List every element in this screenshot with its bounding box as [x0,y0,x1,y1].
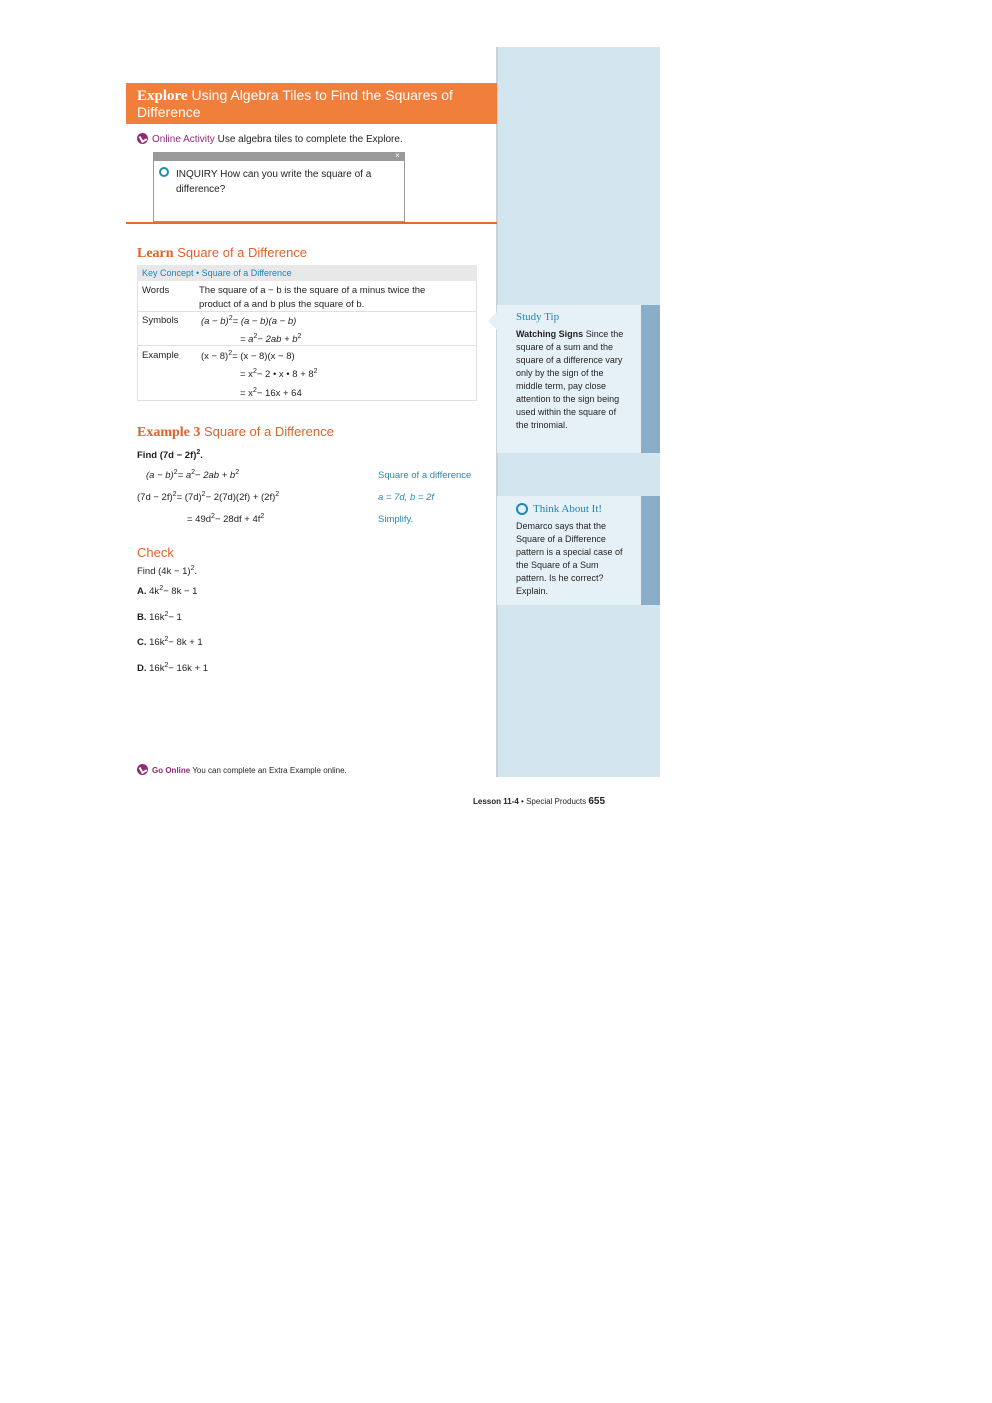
key-concept-header: Key Concept • Square of a Difference [137,265,477,281]
math-term: − 2 • x • 8 + 8 [256,369,314,380]
example-line [201,350,295,362]
choice-text: 16k [149,612,165,623]
go-online-line[interactable] [137,764,347,775]
think-about-it-title: Think About It! [533,503,603,515]
exponent: 2 [159,585,164,592]
exponent: 2 [228,315,233,322]
exponent: 2 [196,449,201,456]
example3-heading [137,424,334,441]
exponent: 2 [228,350,233,357]
choice-text: − 16k + 1 [168,663,208,674]
math-term: (a − b) [146,470,174,481]
explore-banner [126,83,497,124]
footer-section: Special Products [526,797,587,806]
math-term: − 2ab + b [257,334,298,345]
answer-choice-a[interactable] [137,585,197,597]
footer-lesson: Lesson 11-4 [473,797,519,806]
learn-label: Learn [137,246,174,261]
answer-choice-b[interactable] [137,611,182,623]
exponent: 2 [313,368,318,375]
study-tip-stripe [641,305,660,453]
math-term: = x [240,369,253,380]
exponent: 2 [191,469,196,476]
inquiry-titlebar [153,152,405,161]
math-term: − 2(7d)(2f) + (2f) [205,492,276,503]
prompt-text: Find (4k − 1) [137,566,191,577]
page-footer [473,796,605,807]
choice-text: 16k [149,663,165,674]
study-tip-bold: Watching Signs [516,329,584,339]
math-term: − 16x + 64 [256,388,302,399]
words-text [199,284,469,312]
choice-text: − 1 [168,612,182,623]
example-line [240,387,302,399]
study-tip-pointer [488,312,497,330]
online-activity-text: Use algebra tiles to complete the Explore. [217,134,403,145]
math-term: = 49d [187,514,212,525]
choice-letter: D. [137,663,147,674]
exponent: 2 [172,491,177,498]
online-activity-line[interactable] [137,133,403,145]
words-line: The square of a − b is the square of a minus twice the [199,285,426,296]
example-label: Example [142,350,179,361]
words-label: Words [142,285,170,296]
note-text: a = 7d, b = 2f [378,492,434,503]
check-prompt: Find $(4k - 1)^2$. [137,565,198,577]
example-line [240,368,318,380]
exponent: 2 [211,513,215,520]
exponent: 2 [252,387,257,394]
exponent: 2 [190,565,195,572]
exponent: 2 [235,469,240,476]
symbols-label: Symbols [142,315,179,326]
inquiry-label: INQUIRY [176,169,218,180]
example3-note [378,492,434,503]
go-online-text: You can complete an Extra Example online. [192,766,347,775]
example3-prompt: Find $(7d - 2f)^2$. [137,449,203,461]
math-term: (7d − 2f) [137,492,173,503]
answer-choice-d[interactable] [137,662,208,674]
exponent: 2 [164,611,169,618]
exponent: 2 [253,333,258,340]
example3-row [187,513,264,525]
online-activity-icon [137,133,148,144]
math-term: = a [177,470,192,481]
math-term: = (a − b)(a − b) [232,316,297,327]
example3-note: Square of a difference [378,470,472,481]
answer-choice-c[interactable] [137,636,203,648]
math-term: (a − b) [201,316,229,327]
close-icon[interactable]: × [395,151,400,160]
explore-label: Explore [137,88,188,104]
example3-row [137,491,279,503]
online-activity-label[interactable]: Online Activity [152,134,215,145]
exponent: 2 [164,636,169,643]
thought-bubble-icon [516,503,528,515]
example3-label: Example 3 [137,425,201,440]
choice-letter: B. [137,612,147,623]
math-term: = x [240,388,253,399]
math-term: = (7d) [176,492,202,503]
words-line: product of a and b plus the square of b. [199,299,365,310]
learn-title: Square of a Difference [177,245,308,260]
choice-text: − 8k + 1 [168,637,203,648]
inquiry-icon [159,167,169,177]
explore-divider [126,222,497,224]
math-term: = (x − 8)(x − 8) [232,351,295,362]
math-term: (x − 8) [201,351,229,362]
example3-row [146,469,239,481]
symbols-line [201,315,296,327]
symbols-line [240,333,301,345]
math-term: − 2ab + b [195,470,236,481]
choice-letter: C. [137,637,147,648]
choice-text: 16k [149,637,165,648]
footer-separator: • [521,797,524,806]
exponent: 2 [275,491,280,498]
example3-note: Simplify. [378,514,414,525]
study-tip-title: Study Tip [516,311,560,323]
explore-title: Using Algebra Tiles to Find the Squares of Difference [137,87,453,120]
table-divider [137,345,477,346]
go-online-icon [137,764,148,775]
exponent: 2 [201,491,206,498]
study-tip-body: Since the square of a sum and the square of a difference vary only by the sign of the middle term, pay close attention to the sign being used within the square of the trinomial. [516,329,624,430]
think-about-it-text: Demarco says that the Square of a Difference pattern is a special case of the Square of a Sum pattern. Is he correct? Explain. [516,521,623,596]
inquiry-question: How can you write the square of a difference? [176,169,372,195]
learn-heading [137,245,307,262]
inquiry-text [176,167,391,197]
exponent: 2 [164,662,169,669]
think-about-it-stripe [641,496,660,605]
exponent: 2 [297,333,302,340]
page-number: 655 [588,796,606,807]
choice-letter: A. [137,586,147,597]
study-tip-text [516,328,628,432]
choice-text: 4k [149,586,160,597]
exponent: 2 [173,469,178,476]
math-term: − 28df + 4f [214,514,261,525]
prompt-text: Find (7d − 2f) [137,450,197,461]
exponent: 2 [252,368,257,375]
check-heading: Check [137,545,174,560]
math-term: = a [240,334,254,345]
go-online-label[interactable]: Go Online [152,766,191,775]
example3-title: Square of a Difference [204,424,334,439]
choice-text: − 8k − 1 [163,586,198,597]
exponent: 2 [260,513,265,520]
